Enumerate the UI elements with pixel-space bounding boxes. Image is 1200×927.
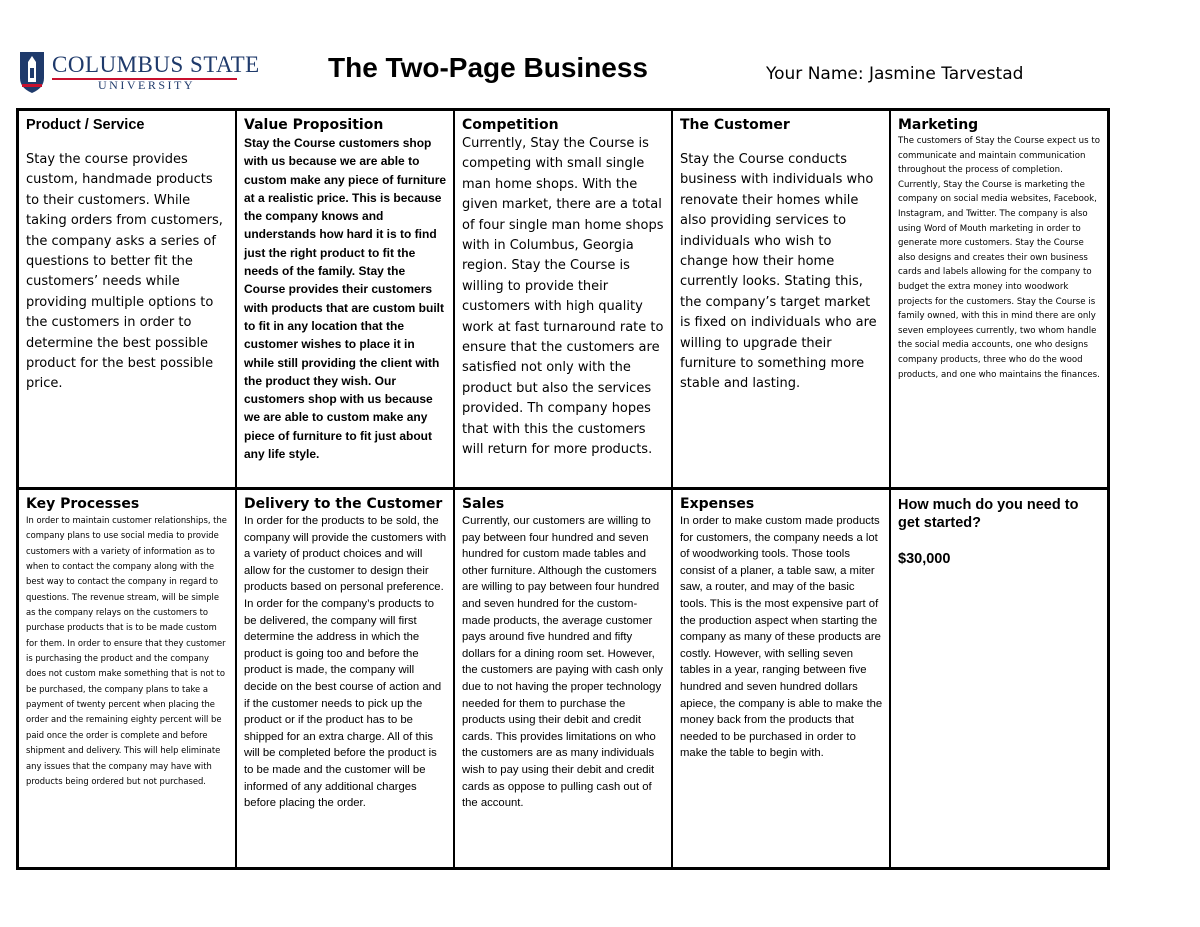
cell-heading: The Customer [680,117,790,133]
cell-heading: Value Proposition [244,117,384,133]
cell-competition [455,111,671,487]
cell-key-processes [19,490,235,867]
cell-the-customer [673,111,889,487]
cell-body: Currently, Stay the Course is competing with small single man home shops. With the given market, there are a total of four single man home shops with in Columbus, Georgia region. Stay the Course is willing to provide their customers with high quality work at fast turnaround rate to ensure that the customers are satisfied not only with the product but also the services provided. Th company hopes that with this the customers will return for more products. [462,136,664,458]
cell-delivery-to-customer [237,490,453,867]
cell-body: Currently, our customers are willing to pay between four hundred and seven hundred for custom made tables and other furniture. Although the customers are willing to pay between four hundred and seven hundred for the custom-made products, the average customer pays around five hundred and fifty dollars for a dining room set. However, the customers are paying with cash only due to not having the proper technology needed for them to purchase the products using their debit and credit cards. This provides limitations on who the customers are as many individuals wish to pay using their debit and credit cards as oppose to pulling cash out of the account. [462,515,663,810]
cell-expenses [673,490,889,867]
cell-heading: Competition [462,117,559,133]
cell-body: The customers of Stay the Course expect us to communicate and maintain communication throughout the process of completion. Currently, Stay the Course is marketing the company on social media websites, Facebook, Instagram, and Twitter. The company is also using Word of Mouth marketing in order to generate more customers. Stay the Course also designs and creates their own business cards and labels allowing for the company to budget the extra money into woodwork projects for the customers. Stay the Course is family owned, with this in mind there are only seven employees currently, two whom handle the social media accounts, one who designs company products, three who do the wood products, and one who maintains the finances. [898,136,1100,380]
crest-icon [18,48,46,94]
cell-heading: Sales [462,496,505,512]
author-name: Your Name: Jasmine Tarvestad [766,64,1024,84]
logo-wordmark: COLUMBUS STATE [52,52,260,77]
cell-body: In order to maintain customer relationships, the company plans to use social media to provide customers with a variety of information as to when to contact the company along with the best way to contact the company in regard to questions. The revenue stream, will be simple as the company relays on the customers to purchase products that is to be made custom for them. In order to ensure that they customer is purchasing the product and the company does not custom make something that is not to be purchased, the company plans to take a payment of twenty percent when placing the order and the remaining eighty percent will be paid once the order is complete and before shipment and delivery. This will help eliminate any issues that the company may have with products being ordered but not purchased. [26,515,227,786]
cell-heading: Key Processes [26,496,140,512]
cell-heading: Marketing [898,117,979,133]
cell-startup-cost [891,490,1107,867]
cell-body: Stay the course provides custom, handmade products to their customers. While taking orders from customers, the company asks a series of questions to better fit the customers’ needs while providing multiple options to the customers in order to determine the best possible product for the best possible price. [26,152,223,392]
cell-heading: Delivery to the Customer [244,496,443,512]
startup-amount: $30,000 [898,551,951,567]
cell-body: Stay the Course conducts business with individuals who renovate their homes while also providing services to individuals who wish to change how their home currently looks. Stating this, the company’s target market is fixed on individuals who are willing to upgrade their furniture to something more stable and lasting. [680,152,877,392]
cell-marketing [891,111,1107,487]
university-logo [18,48,260,96]
cell-product-service [19,111,235,487]
logo-subtitle: UNIVERSITY [98,78,195,92]
page-title: The Two-Page Business [328,52,648,83]
cell-body: In order to make custom made products for customers, the company needs a lot of woodworking tools. Those tools consist of a planer, a table saw, a miter saw, a router, and may of the basic tools. This is the most expensive part of the production aspect when starting the company as many of these products are costly. However, with selling seven tables in a year, ranging between five hundred and seven hundred dollars apiece, the company is able to make the money back from the products that needed to be purchased in order to make the table to begin with. [680,515,883,760]
business-model-grid [16,108,1110,870]
cell-heading: Expenses [680,496,755,512]
cell-heading: How much do you need to get started? [898,497,1079,531]
cell-heading: Product / Service [26,117,145,133]
cell-body: In order for the products to be sold, the company will provide the customers with a variety of product choices and will allow for the customer to design their products based on personal preference. In order for the company’s products to be delivered, the company will first determine the address in which the product is going too and before the product is made, the company will decide on the best course of action and if the customer needs to pick up the product or if the product has to be shipped for an extra charge. All of this will be completed before the product is to be made and the customer will be informed of any additional charges before placing the order. [244,515,447,810]
cell-body: Stay the Course customers shop with us because we are able to custom make any piece of furniture at a realistic price. This is because the company knows and understands how hard it is to find just the right product to fit the needs of the family. Stay the Course provides their customers with products that are custom built to fit in any location that the customer wishes to place it in while still providing the client with the product they wish. Our customers shop with us because we are able to custom make any piece of furniture to fit just about any life style. [244,136,447,462]
cell-sales [455,490,671,867]
cell-value-proposition [237,111,453,487]
